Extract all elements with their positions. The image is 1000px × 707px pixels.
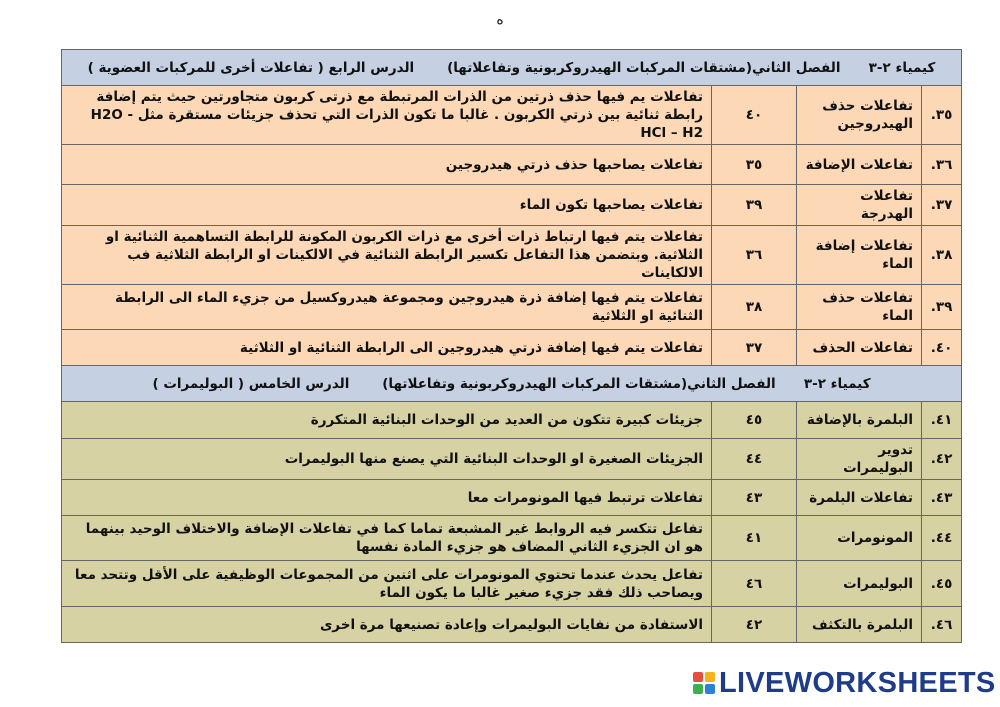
term-cell: البلمرة بالإضافة: [797, 402, 922, 439]
row-number: ٤٤.: [922, 516, 962, 561]
term-cell: تفاعلات الحذف: [797, 330, 922, 366]
answer-cell[interactable]: ٤٥: [712, 402, 797, 439]
brand-text: LIVEWORKSHEETS: [719, 666, 996, 699]
definition-cell: تفاعلات يتم فيها إضافة ذرتي هيدروجين الى الرابطة الثنائية او الثلاثية: [62, 330, 712, 366]
header-chapter: الفصل الثاني(مشتقات المركبات الهيدروكربونية وتفاعلاتها): [382, 375, 776, 392]
logo-square-blue: [705, 684, 715, 694]
term-cell: المونومرات: [797, 516, 922, 561]
row-number: ٣٧.: [922, 185, 962, 226]
header-course: كيمياء ٢-٣: [868, 59, 936, 76]
answer-cell[interactable]: ٣٥: [712, 145, 797, 185]
table-row: [62, 402, 962, 439]
term-cell: البوليمرات: [797, 561, 922, 607]
table-row: [62, 607, 962, 643]
table-row: [62, 86, 962, 145]
table-row: [62, 185, 962, 226]
term-cell: تفاعلات الهدرجة: [797, 185, 922, 226]
definition-cell: تفاعلات يصاحبها حذف ذرتي هيدروجين: [62, 145, 712, 185]
term-cell: تدوير البوليمرات: [797, 439, 922, 480]
term-cell: تفاعلات الإضافة: [797, 145, 922, 185]
answer-cell[interactable]: ٤٠: [712, 86, 797, 145]
table-row: [62, 516, 962, 561]
liveworksheets-logo-icon: [693, 672, 715, 694]
logo-square-yellow: [705, 672, 715, 682]
definition-cell: تفاعلات يم فيها حذف ذرتين من الذرات المرتبطة مع ذرتى كربون متجاورتين حيث يتم إضافة رابطة ثنائية بين ذرتي الكربون . غالبا ما تكون الذرات التي تحذف جزيئات مستقرة مثل H2O - HCl – H2: [62, 86, 712, 145]
answer-cell[interactable]: ٤٤: [712, 439, 797, 480]
header-lesson: الدرس الرابع ( تفاعلات أخرى للمركبات العضوية ): [87, 59, 415, 76]
row-number: ٤٠.: [922, 330, 962, 366]
row-number: ٤٦.: [922, 607, 962, 643]
definition-cell: تفاعلات يتم فيها ارتباط ذرات أخرى مع ذرات الكربون المكونة للرابطة التساهمية الثنائية او الثلاثية. وبتضمن هذا التفاعل تكسير الرابطة الثنائية في الالكينات او الرابطة الثلاثية فب الالكاينات: [62, 226, 712, 285]
header-lesson: الدرس الخامس ( البوليمرات ): [152, 375, 350, 392]
definition-cell: الجزيئات الصغيرة او الوحدات البنائية التي يصنع منها البوليمرات: [62, 439, 712, 480]
definition-cell: تفاعل يحدث عندما تحتوي المونومرات على اثنين من المجموعات الوظيفية على الأقل وتتحد معا ويصاحب ذلك فقد جزيء صغير غالبا ما يكون الماء: [62, 561, 712, 607]
definition-cell: تفاعلات يصاحبها تكون الماء: [62, 185, 712, 226]
logo-square-green: [693, 684, 703, 694]
row-number: ٣٦.: [922, 145, 962, 185]
term-cell: البلمرة بالتكثف: [797, 607, 922, 643]
header-course: كيمياء ٢-٣: [803, 375, 871, 392]
answer-cell[interactable]: ٣٧: [712, 330, 797, 366]
liveworksheets-brand[interactable]: [693, 668, 996, 698]
answer-cell[interactable]: ٣٨: [712, 285, 797, 330]
row-number: ٤٥.: [922, 561, 962, 607]
row-number: ٣٩.: [922, 285, 962, 330]
definition-cell: جزيئات كبيرة تتكون من العديد من الوحدات البنائية المتكررة: [62, 402, 712, 439]
row-number: ٤٣.: [922, 480, 962, 516]
header-chapter: الفصل الثاني(مشتقات المركبات الهيدروكربونية وتفاعلاتها): [447, 59, 841, 76]
answer-cell[interactable]: ٤١: [712, 516, 797, 561]
table-row: [62, 330, 962, 366]
row-number: ٣٨.: [922, 226, 962, 285]
definition-cell: تفاعلات يتم فيها إضافة ذرة هيدروجين ومجموعة هيدروكسيل من جزيء الماء الى الرابطة الثنائية او الثلاثية: [62, 285, 712, 330]
definition-cell: تفاعل تتكسر فيه الروابط غير المشبعة تماما كما في تفاعلات الإضافة والاختلاف الوحيد بينهما هو ان الجزيء الثاني المضاف هو جزيء المادة نفسها: [62, 516, 712, 561]
row-number: ٤٢.: [922, 439, 962, 480]
answer-cell[interactable]: ٤٢: [712, 607, 797, 643]
worksheet-table: [61, 49, 962, 643]
page-top-mark: ه: [496, 12, 504, 28]
table-row: [62, 561, 962, 607]
term-cell: تفاعلات حذف الهيدروجين: [797, 86, 922, 145]
answer-cell[interactable]: ٣٦: [712, 226, 797, 285]
term-cell: تفاعلات إضافة الماء: [797, 226, 922, 285]
term-cell: تفاعلات البلمرة: [797, 480, 922, 516]
definition-cell: الاستفادة من نفايات البوليمرات وإعادة تصنيعها مرة اخرى: [62, 607, 712, 643]
answer-cell[interactable]: ٤٦: [712, 561, 797, 607]
answer-cell[interactable]: ٤٣: [712, 480, 797, 516]
table-row: [62, 439, 962, 480]
definition-cell: تفاعلات ترتبط فيها المونومرات معا: [62, 480, 712, 516]
table-row: [62, 480, 962, 516]
lesson-header-row: [62, 366, 962, 402]
lesson-header: [62, 50, 962, 86]
lesson-header-row: [62, 50, 962, 86]
answer-cell[interactable]: ٣٩: [712, 185, 797, 226]
logo-square-red: [693, 672, 703, 682]
table-row: [62, 285, 962, 330]
row-number: ٤١.: [922, 402, 962, 439]
table-row: [62, 145, 962, 185]
table-row: [62, 226, 962, 285]
lesson-header: [62, 366, 962, 402]
row-number: ٣٥.: [922, 86, 962, 145]
term-cell: تفاعلات حذف الماء: [797, 285, 922, 330]
